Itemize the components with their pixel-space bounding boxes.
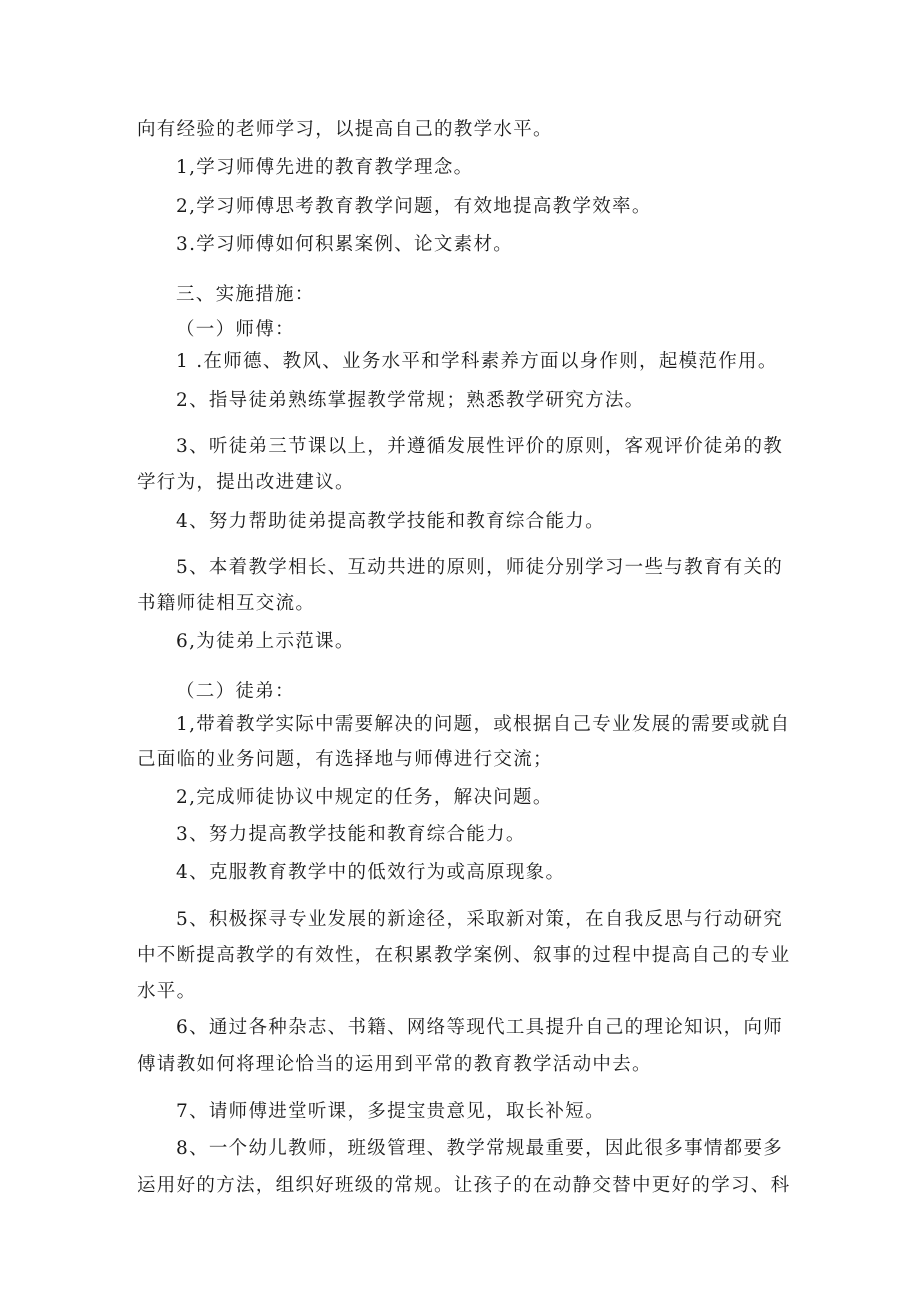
list-item: 3、听徒弟三节课以上，并遵循发展性评价的原则，客观评价徒弟的教: [176, 436, 784, 457]
list-item: 5、本着教学相长、互动共进的原则，师徒分别学习一些与教育有关的: [176, 557, 784, 578]
list-item: 2,完成师徒协议中规定的任务，解决问题。: [176, 787, 553, 808]
list-item: 1 .在师德、教风、业务水平和学科素养方面以身作则，起模范作用。: [176, 351, 778, 372]
list-item: 2、指导徒弟熟练掌握教学常规；熟悉教学研究方法。: [176, 390, 645, 411]
section-heading: 三、实施措施：: [176, 284, 315, 305]
list-item: 4、克服教育教学中的低效行为或高原现象。: [176, 862, 566, 883]
subsection-heading: （一）师傅：: [176, 319, 295, 340]
list-item-continuation: 运用好的方法，组织好班级的常规。让孩子的在动静交替中更好的学习、科: [137, 1175, 791, 1196]
list-item: 2,学习师傅思考教育教学问题，有效地提高教学效率。: [176, 196, 652, 217]
list-item-continuation: 傅请教如何将理论恰当的运用到平常的教育教学活动中去。: [137, 1054, 652, 1075]
list-item: 8、一个幼儿教师，班级管理、教学常规最重要，因此很多事情都要多: [176, 1138, 784, 1159]
list-item-continuation: 中不断提高教学的有效性，在积累教学案例、叙事的过程中提高自己的专业: [137, 945, 791, 966]
list-item: 6,为徒弟上示范课。: [176, 631, 355, 652]
list-item: 3、努力提高教学技能和教育综合能力。: [176, 824, 526, 845]
list-item-continuation: 学行为，提出改进建议。: [137, 472, 355, 493]
list-item: 5、积极探寻专业发展的新途径，采取新对策，在自我反思与行动研究: [176, 909, 784, 930]
list-item: 1,带着教学实际中需要解决的问题，或根据自己专业发展的需要或就自: [176, 714, 791, 735]
subsection-heading: （二）徒弟：: [176, 681, 295, 702]
list-item: 7、请师傅进堂听课，多提宝贵意见，取长补短。: [176, 1101, 605, 1122]
list-item: 1,学习师傅先进的教育教学理念。: [176, 157, 474, 178]
list-item: 4、努力帮助徒弟提高教学技能和教育综合能力。: [176, 511, 605, 532]
list-item: 6、通过各种杂志、书籍、网络等现代工具提升自己的理论知识，向师: [176, 1017, 784, 1038]
list-item-continuation: 书籍师徒相互交流。: [137, 593, 316, 614]
list-item: 3.学习师傅如何积累案例、论文素材。: [176, 234, 514, 255]
list-item-continuation: 水平。: [137, 981, 197, 1002]
list-item-continuation: 己面临的业务问题，有选择地与师傅进行交流；: [137, 749, 553, 770]
paragraph-line: 向有经验的老师学习，以提高自己的教学水平。: [137, 119, 553, 140]
